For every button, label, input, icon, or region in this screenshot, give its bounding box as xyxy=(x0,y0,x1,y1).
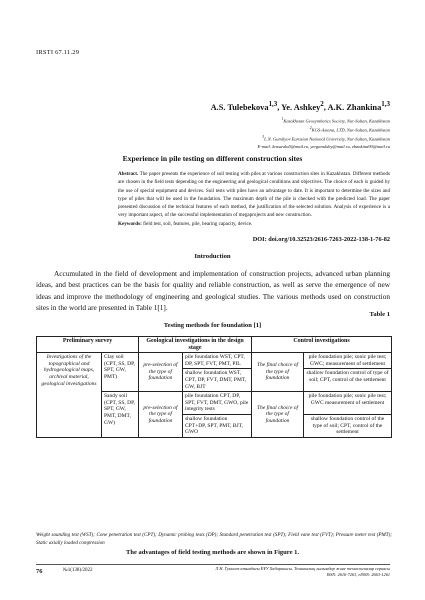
issue-number: №1(138)/2022 xyxy=(63,568,93,573)
paper-title: Experience in pile testing on different construction sites xyxy=(122,154,303,163)
keywords-text: field test, soil, features, pile, bearing capacity, device. xyxy=(143,220,253,227)
cell-preselection-2: pre-selection of the type of foundation xyxy=(139,392,183,438)
advantages-sentence: The advantages of field testing methods are shown in Figure 1. xyxy=(126,549,299,556)
affiliation-2: $^2$KGS-Astana, LTD, Nur-Sultan, Kazakhstan xyxy=(309,126,390,133)
cell-shallow-foundation-2: shallow foundation CPT+DP, SPT, PMT, BJT, GWO xyxy=(183,414,252,437)
cell-control-4: shallow foundation control of the type of soil; CPT, control of the settlement xyxy=(304,414,392,437)
affiliation-1: $^1$Kazakhstan Geosynthetics Society, Nur-Sultan, Kazakhstan xyxy=(281,117,390,124)
cell-clay-soil: Clay soil (CPT, SS, DP, SPT, GW, PMT) xyxy=(102,353,139,392)
doi-link[interactable]: DOI: doi.org/10.32523/2616-7263-2022-138-1-76-82 xyxy=(252,236,390,243)
cell-control-1: pile foundation pile; sonic pile test; GWC; measurement of settlement xyxy=(304,353,392,369)
header-control: Control investigations xyxy=(252,337,392,353)
cell-control-2: shallow foundation control of type of soil; CPT, control of the settlement xyxy=(304,369,392,392)
affiliation-3: $^3$L.N. Gumilyov Eurasian National University, Nur-Sultan, Kazakhstan xyxy=(262,135,390,142)
table-header-row xyxy=(37,337,392,353)
intro-text: Accumulated in the field of development and implementation of construction projects, advanced urban planning ideas, and best practices can be the basis for quality and reliable construction, as well as serve the emergence of new ideas and improve the methodology of engineering and geological studies. The various methods used on construction sites in the world are presented in Table 1[1]. xyxy=(36,269,390,313)
abstract-text: The paper presents the experience of soil testing with piles at various construction sites in Kazakhstan. Different methods are chosen in the field tests depending on the engineering and geological conditions and objectives. The choice of each is guided by the use of special equipment and devices. Soil tests with piles have an advantage to date. It is important to determine the sizes and type of piles that will be used in the foundation. The maximum depth of the pile is checked with the predicted load. The paper presented discussion of the technical features of each method, the justification of the selected solution. Analysis of experience is a very important aspect, of the successful implementation of megaprojects and new construction. xyxy=(118,171,390,219)
cell-investigations: Investigations of the topographical and hydrogeological maps, archival material, geological investigations xyxy=(37,353,102,438)
table-title: Testing methods for foundation [1] xyxy=(163,322,262,329)
cell-pile-foundation-1: pile foundation WST, CPT, DP, SPT, FVT, PMT, PIL xyxy=(183,353,252,369)
email-line: E-mail: krasavka5@mail.ru, yerganuldey@mail.ru, zhankina90@mail.ru xyxy=(257,144,390,150)
table-row xyxy=(37,353,392,369)
table-label: Table 1 xyxy=(369,311,390,318)
journal-name: Л.Н. Гумилев атындағы ЕҰУ Хабаршысы. Техникалық ғылымдар және технологиялар сериясы xyxy=(215,566,390,571)
intro-paragraph xyxy=(36,268,390,314)
page-number: 76 xyxy=(36,568,43,575)
header-geological: Geological investigations in the design stage xyxy=(139,337,252,353)
footer-rule xyxy=(36,564,390,565)
table-note: Weight sounding test (WST); Cone penetration test (CPT); Dynamic probing tests (DP); Standard penetration test (SPT); Field vane test (FVT); Pressure meter test (PMT); Static axially loaded compression xyxy=(36,532,392,546)
journal-info xyxy=(190,566,390,578)
cell-final-choice-2: The final choice of the type of foundation xyxy=(252,392,304,438)
abstract xyxy=(118,170,390,228)
abstract-label: Abstract. xyxy=(118,171,139,177)
keywords-label: Keywords: xyxy=(118,220,142,227)
cell-shallow-foundation-1: shallow foundation WST, CPT, DP, FVT, DMT, PMT, GW, BJT xyxy=(183,369,252,392)
methods-table xyxy=(36,336,392,438)
intro-heading: Introduction xyxy=(194,253,231,260)
authors: A.S. Tulebekova$^{1,3}$, Ye. Ashkey$^2$, A.K. Zhankina$^{1,3}$ xyxy=(210,100,390,112)
affiliations xyxy=(170,116,390,151)
cell-pile-foundation-2: pile foundation CPT, DP, SPT, FVT, DMT, GWO, pile integrity tests xyxy=(183,392,252,415)
irsti-code: IRSTI 67.11.29 xyxy=(36,49,80,56)
journal-issn: ISSN: 2616-7263, eISSN: 2663-1261 xyxy=(326,572,390,577)
cell-final-choice-1: The final choice of the type of foundation xyxy=(252,353,304,392)
cell-control-3: pile foundation pile; sonic pile test; GWC measurement of settlement xyxy=(304,392,392,415)
cell-sandy-soil: Sandy soil (CPT, SS, DP, SPT, GW, PMT, DMT, GW) xyxy=(102,392,139,438)
cell-preselection-1: pre-selection of the type of foundation xyxy=(139,353,183,392)
header-preliminary: Preliminary survey xyxy=(37,337,139,353)
